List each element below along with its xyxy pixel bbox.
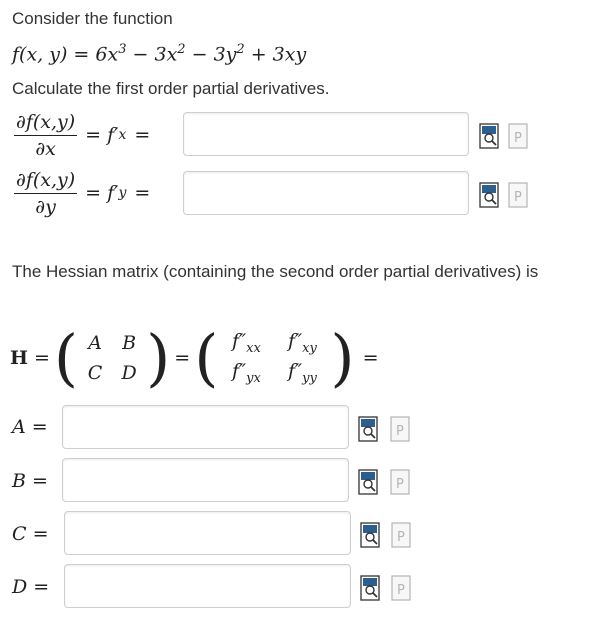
entry-d-input[interactable]: [64, 564, 351, 608]
entry-a-input[interactable]: [62, 405, 349, 449]
formula-icon[interactable]: [390, 416, 410, 442]
svg-text:P: P: [514, 131, 522, 146]
svg-text:P: P: [396, 477, 404, 492]
hessian-description: The Hessian matrix (containing the second order partial derivatives) is: [12, 262, 539, 281]
formula-icon[interactable]: [508, 123, 528, 149]
partial-x-expression: $\frac{\partial f(x,y)}{\partial x}$ = f′ x =: [16, 110, 151, 160]
formula-icon[interactable]: [390, 469, 410, 495]
entry-b-input[interactable]: [62, 458, 349, 502]
preview-icon[interactable]: [358, 416, 378, 442]
hessian-matrix: H = ( A B C D ) = ( $f''_{xx}$ $f''_{xy}$ $f''_{yx}$ $f''_{yy}$ ) =: [10, 321, 379, 394]
entry-a-label: A =: [12, 416, 48, 438]
svg-text:P: P: [397, 530, 405, 545]
entry-c-input[interactable]: [64, 511, 351, 555]
entry-b-label: B =: [12, 470, 48, 492]
entry-d-label: D =: [12, 576, 50, 598]
partial-y-expression: $\frac{\partial f(x,y)}{\partial y}$ = f′ y =: [16, 168, 151, 218]
preview-icon[interactable]: [358, 469, 378, 495]
preview-icon[interactable]: [360, 575, 380, 601]
preview-icon[interactable]: [360, 522, 380, 548]
preview-icon[interactable]: [479, 123, 499, 149]
formula-icon[interactable]: [391, 575, 411, 601]
svg-text:P: P: [397, 583, 405, 598]
svg-text:P: P: [396, 424, 404, 439]
function-equation: f(x, $y) = 6x^3 - 3x^2 - 3y^2 + 3xy$: [12, 42, 307, 66]
preview-icon[interactable]: [479, 182, 499, 208]
formula-icon[interactable]: [508, 182, 528, 208]
first-order-prompt: Calculate the first order partial derivatives.: [12, 79, 330, 98]
intro-text: Consider the function: [12, 9, 173, 28]
svg-text:P: P: [514, 190, 522, 205]
entry-c-label: C =: [12, 523, 49, 545]
formula-icon[interactable]: [391, 522, 411, 548]
partial-y-input[interactable]: [183, 171, 469, 215]
partial-x-input[interactable]: [183, 112, 469, 156]
